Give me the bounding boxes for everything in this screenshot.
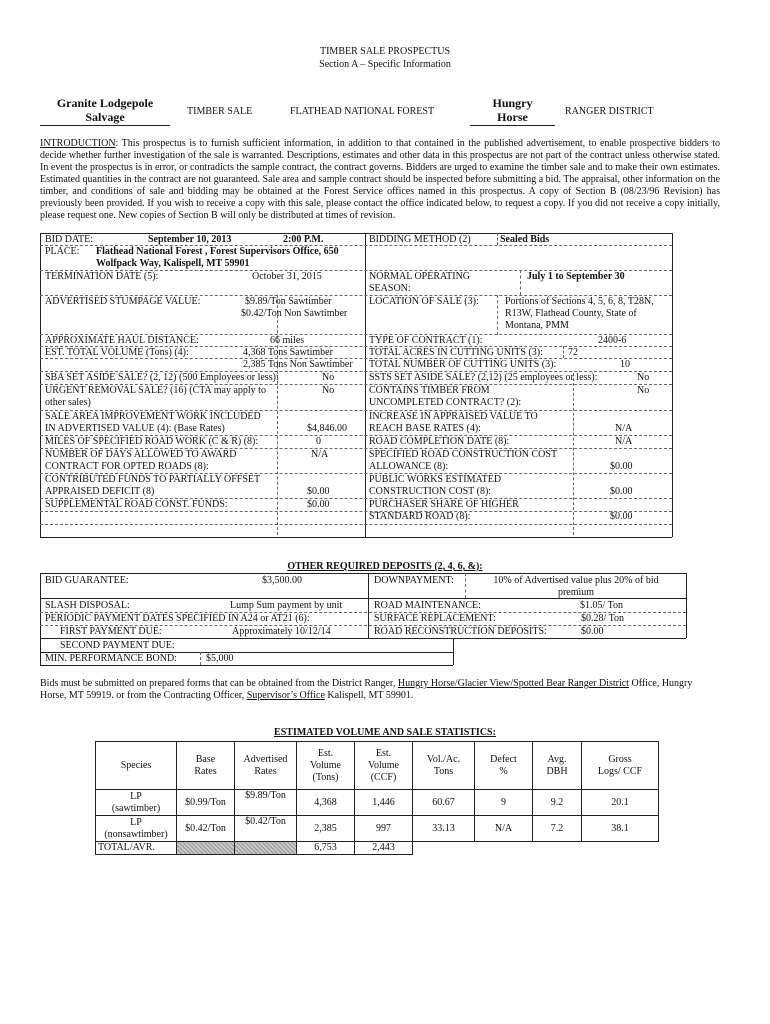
acres-value: 72	[568, 347, 578, 358]
location-line1: Portions of Sections 4, 5, 6, 8, T28N,	[505, 296, 654, 307]
performance-value: $5,000	[206, 653, 234, 664]
public-works-label-1: PUBLIC WORKS ESTIMATED	[369, 474, 502, 485]
sale-statistics-table	[95, 741, 659, 855]
district-office-link[interactable]: Hungry Horse/Glacier View/Spotted Bear Ranger District	[397, 678, 629, 689]
details-box-left	[40, 233, 41, 537]
table-row: LP (nonsawtimber) $0.42/Ton $0.42/Ton 2,385 997 33.13 N/A 7.2 38.1	[96, 816, 659, 842]
road-allowance-label-2: ALLOWANCE (8):	[369, 461, 449, 472]
header-est-volume-ccf: Est. Volume (CCF)	[355, 742, 413, 790]
bids-note-line2: Horse, MT 59919. or from the Contracting Officer, Supervisor’s Office Kalispell, MT 59901.	[40, 690, 414, 701]
details-box-bottom	[40, 537, 672, 538]
table-total-row: TOTAL/AVR. 6,753 2,443	[96, 842, 659, 855]
haul-value: 66 miles	[270, 335, 305, 346]
table-header-row	[96, 742, 659, 790]
first-payment-value: Approximately 10/12/14	[232, 626, 331, 637]
location-label: LOCATION OF SALE (3):	[369, 296, 479, 307]
district-line1: Hungry	[492, 96, 533, 110]
offset-value: $0.00	[307, 486, 330, 497]
road-maintenance-value: $1.05/ Ton	[580, 600, 624, 611]
introduction-paragraph	[40, 138, 720, 222]
road-miles-value: 0	[316, 436, 321, 447]
district-underline	[470, 125, 555, 126]
header-advertised-rates: Advertised Rates	[235, 742, 297, 790]
surface-label: SURFACE REPLACEMENT:	[374, 613, 496, 624]
offset-label-2: APPRAISED DEFICIT (8)	[45, 486, 155, 497]
units-label: TOTAL NUMBER OF CUTTING UNITS (3):	[369, 359, 557, 370]
header-base-rates: Base Rates	[177, 742, 235, 790]
place-label: PLACE:	[45, 246, 80, 257]
slash-value: Lump Sum payment by unit	[230, 600, 343, 611]
normal-season-value: July 1 to September 30	[527, 271, 625, 282]
header-est-volume-tons: Est. Volume (Tons)	[297, 742, 355, 790]
downpayment-line2: premium	[557, 587, 595, 598]
location-line3: Montana, PMM	[505, 320, 569, 331]
bid-time-value: 2:00 P.M.	[283, 234, 324, 245]
surface-value: $0.28/ Ton	[581, 613, 625, 624]
table-row: LP (sawtimber) $0.99/Ton $9.89/Ton 4,368 1,446 60.67 9 9.2 20.1	[96, 790, 659, 816]
improvement-label-1: SALE AREA IMPROVEMENT WORK INCLUDED	[45, 411, 261, 422]
slash-label: SLASH DISPOSAL:	[45, 600, 130, 611]
forest-name: FLATHEAD NATIONAL FOREST	[290, 106, 435, 117]
ssts-value: No	[637, 372, 650, 383]
sale-name-underline	[40, 125, 170, 126]
performance-label: MIN. PERFORMANCE BOND:	[45, 653, 177, 664]
place-line2: Wolfpack Way, Kalispell, MT 59901	[96, 258, 250, 269]
stumpage-label: ADVERTISED STUMPAGE VALUE:	[45, 296, 201, 307]
urgent-label-2: other sales)	[45, 397, 91, 408]
supplemental-value: $0.00	[307, 499, 330, 510]
volume-label: EST. TOTAL VOLUME (Tons) (4):	[45, 347, 189, 358]
days-label-1: NUMBER OF DAYS ALLOWED TO AWARD	[45, 449, 237, 460]
ranger-district-label: RANGER DISTRICT	[565, 106, 654, 117]
days-label-2: CONTRACT FOR OPTED ROADS (8):	[45, 461, 209, 472]
downpayment-line1: 10% of Advertised value plus 20% of bid	[493, 575, 659, 586]
sba-label: SBA SET ASIDE SALE? (2, 12) (500 Employees or less):	[45, 372, 279, 383]
details-box-right	[672, 233, 673, 537]
shaded-cell	[177, 842, 235, 855]
reconstruction-value: $0.00	[581, 626, 604, 637]
road-miles-label: MILES OF SPECIFIED ROAD WORK (C & R) (8):	[45, 436, 259, 447]
increase-label-2: REACH BASE RATES (4):	[369, 423, 481, 434]
stats-title: ESTIMATED VOLUME AND SALE STATISTICS:	[274, 727, 496, 738]
supplemental-label: SUPPLEMENTAL ROAD CONST. FUNDS:	[45, 499, 228, 510]
uncompleted-value: No	[637, 385, 650, 396]
stumpage-line2: $0.42/Ton Non Sawtimber	[241, 308, 348, 319]
road-allowance-value: $0.00	[610, 461, 633, 472]
stumpage-line1: $9.89/Ton Sawtimber	[245, 296, 332, 307]
document-title: TIMBER SALE PROSPECTUS	[319, 46, 451, 57]
header-avg-dbh: Avg. DBH	[533, 742, 582, 790]
bids-note-line1: Bids must be submitted on prepared forms that can be obtained from the District Ranger, Hungry Horse/Glacier View/Spotted Bear Ranger District Office, Hungry	[40, 678, 693, 689]
introduction-label: INTRODUCTION	[40, 138, 116, 149]
public-works-label-2: CONSTRUCTION COST (8):	[369, 486, 492, 497]
sba-value: No	[322, 372, 335, 383]
contract-type-value: 2400-6	[598, 335, 627, 346]
road-maintenance-label: ROAD MAINTENANCE:	[374, 600, 481, 611]
uncompleted-label-2: UNCOMPLETED CONTRACT? (2):	[369, 397, 522, 408]
public-works-value: $0.00	[610, 486, 633, 497]
second-payment-label: SECOND PAYMENT DUE:	[60, 640, 175, 651]
haul-label: APPROXIMATE HAUL DISTANCE:	[45, 335, 199, 346]
details-box-top	[40, 233, 672, 234]
acres-label: TOTAL ACRES IN CUTTING UNITS (3):	[369, 347, 543, 358]
road-allowance-label-1: SPECIFIED ROAD CONSTRUCTION COST	[369, 449, 558, 460]
shaded-cell	[235, 842, 297, 855]
urgent-label-1: URGENT REMOVAL SALE? (16) (CTA may apply to	[45, 385, 266, 396]
improvement-value: $4,846.00	[307, 423, 347, 434]
timber-sale-label: TIMBER SALE	[187, 106, 253, 117]
termination-label: TERMINATION DATE (5):	[45, 271, 159, 282]
bid-date-label: BID DATE:	[45, 234, 94, 245]
improvement-label-2: IN ADVERTISED VALUE (4): (Base Rates)	[45, 423, 225, 434]
urgent-value: No	[322, 385, 335, 396]
purchaser-label-2: STANDARD ROAD (8):	[369, 511, 471, 522]
bid-guarantee-label: BID GUARANTEE:	[45, 575, 129, 586]
header-species: Species	[96, 742, 177, 790]
details-box-divider	[365, 233, 366, 537]
units-value: 10	[620, 359, 630, 370]
normal-season-label-2: SEASON:	[369, 283, 411, 294]
volume-line2: 2,385 Tons Non Sawtimber	[243, 359, 353, 370]
road-completion-value: N/A	[615, 436, 633, 447]
deposits-title: OTHER REQUIRED DEPOSITS (2, 4, 6, &):	[287, 561, 483, 572]
offset-label-1: CONTRIBUTED FUNDS TO PARTIALLY OFFSET	[45, 474, 261, 485]
bidding-method-label: BIDDING METHOD (2)	[369, 234, 471, 245]
periodic-label: PERIODIC PAYMENT DATES SPECIFIED IN A24 or AT21 (6):	[45, 613, 310, 624]
days-value: N/A	[311, 449, 329, 460]
location-line2: R13W, Flathead County, State of	[505, 308, 637, 319]
header-vol-ac: Vol./Ac. Tons	[413, 742, 475, 790]
bid-date-value: September 10, 2013	[148, 234, 232, 245]
first-payment-label: FIRST PAYMENT DUE:	[60, 626, 162, 637]
introduction-text: : This prospectus is to furnish sufficient information, in addition to that contained in the published advertisement, to enable prospective bidders to decide whether further investigation of the sale is warranted. Descriptions, estimates and other data in this prospectus are not part of the contract unless otherwise stated. In event the prospectus is in error, or contradicts the sample contract, the contract governs. Bidders are urged to examine the timber sale and to make their own estimates. Estimated quantities in the contract are not guaranteed. Sale area and sample contract should be inspected before submitting a bid. The appraisal, other information on the timber, and conditions of sale and bidding may be obtained at the Forest Service offices named in this prospectus. A copy of Section B (08/23/96 Revision) has previously been provided. If you wish to receive a copy with this sale, please contact the office indicated below, to request a copy. If you did not receive a copy initially, please request one. New copies of Section B will only be distributed at times of revision.	[40, 138, 720, 221]
sale-name-line1: Granite Lodgepole	[56, 96, 154, 110]
reconstruction-label: ROAD RECONSTRUCTION DEPOSITS:	[374, 626, 547, 637]
sale-name-line2: Salvage	[85, 110, 125, 124]
header-gross-logs: Gross Logs/ CCF	[582, 742, 659, 790]
increase-value: N/A	[615, 423, 633, 434]
bidding-method-value: Sealed Bids	[500, 234, 550, 245]
volume-line1: 4,368 Tons Sawtimber	[243, 347, 333, 358]
downpayment-label: DOWNPAYMENT:	[374, 575, 454, 586]
purchaser-label-1: PURCHASER SHARE OF HIGHER	[369, 499, 519, 510]
district-line2: Horse	[497, 110, 528, 124]
normal-season-label-1: NORMAL OPERATING	[369, 271, 471, 282]
document-subtitle: Section A – Specific Information	[319, 59, 451, 70]
uncompleted-label-1: CONTAINS TIMBER FROM	[369, 385, 490, 396]
increase-label-1: INCREASE IN APPRAISED VALUE TO	[369, 411, 538, 422]
bid-guarantee-value: $3,500.00	[262, 575, 302, 586]
header-defect: Defect %	[475, 742, 533, 790]
road-completion-label: ROAD COMPLETION DATE (8):	[369, 436, 510, 447]
termination-value: October 31, 2015	[252, 271, 322, 282]
purchaser-value: $0.00	[610, 511, 633, 522]
contract-type-label: TYPE OF CONTRACT (1):	[369, 335, 483, 346]
ssts-label: SSTS SET ASIDE SALE? (2,12) (25 employees or less):	[369, 372, 598, 383]
supervisors-office-link[interactable]: Supervisor’s Office	[246, 690, 325, 701]
place-line1: Flathead National Forest , Forest Supervisors Office, 650	[96, 246, 339, 257]
